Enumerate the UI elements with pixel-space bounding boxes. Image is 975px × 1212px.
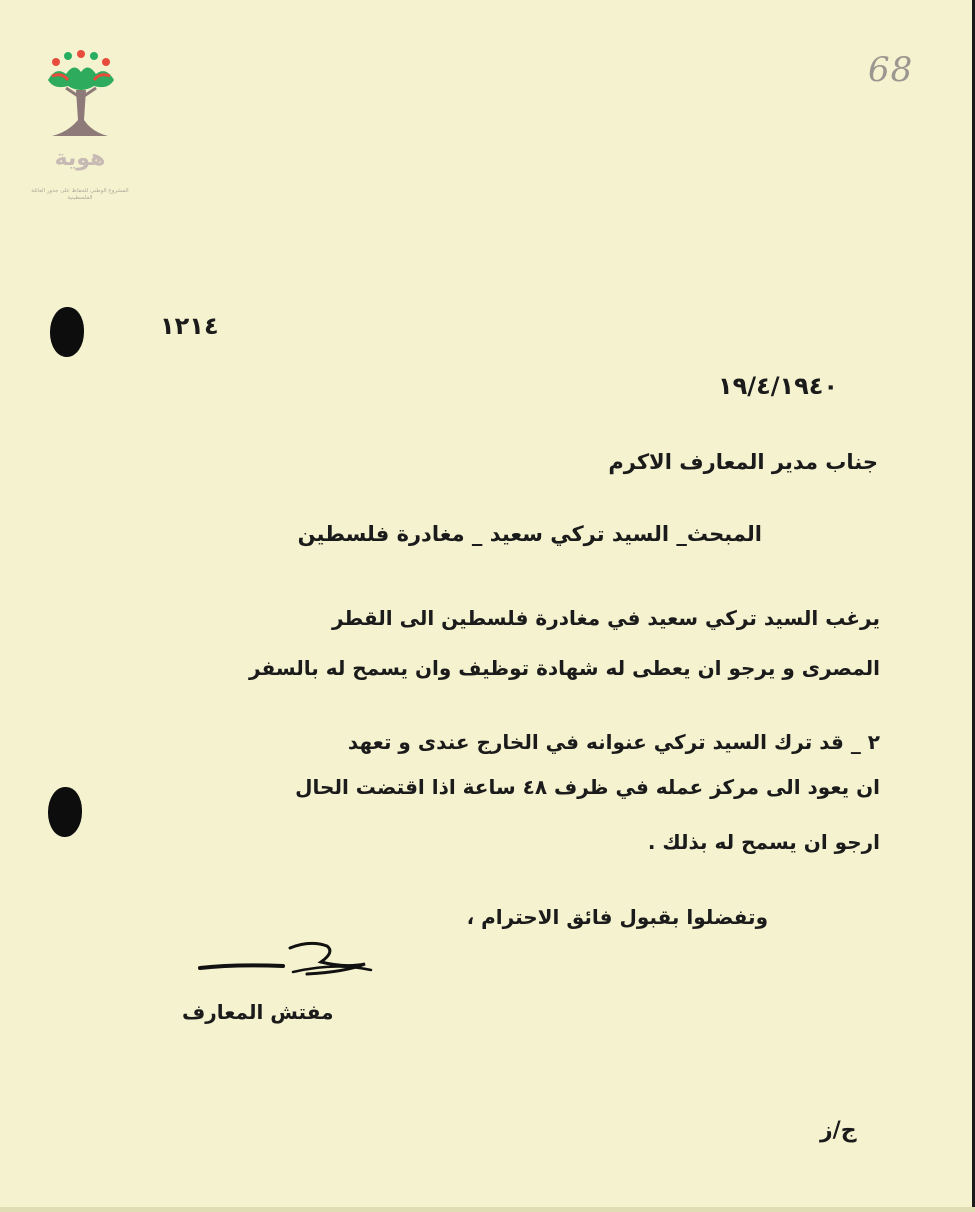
signer-title: مفتش المعارف [182, 1000, 334, 1024]
reference-number: ١٢١٤ [160, 312, 219, 340]
logo-wordmark: هوية [54, 146, 106, 171]
body-line-1: يرغب السيد تركي سعيد في مغادرة فلسطين الى القطر [331, 606, 880, 630]
body-line-5: ارجو ان يسمح له بذلك . [647, 830, 880, 854]
tree-canopy-people [48, 50, 114, 90]
body-line-3: ٢ _ قد ترك السيد تركي عنوانه في الخارج عندى و تعهد [347, 730, 880, 754]
family-tree-logo [38, 50, 123, 210]
tree-trunk [52, 90, 108, 136]
subject-line: المبحث_ السيد تركي سعيد _ مغادرة فلسطين [297, 522, 762, 546]
punch-hole-top [50, 307, 84, 357]
closing-line: وتفضلوا بقبول فائق الاحترام ، [466, 905, 768, 929]
body-line-2: المصرى و يرجو ان يعطى له شهادة توظيف وان يسمح له بالسفر [249, 656, 880, 680]
letter-date: ١٩/٤/١٩٤٠ [718, 372, 839, 400]
handwritten-signature [195, 938, 375, 988]
clerk-initials: ج/ز [820, 1118, 857, 1143]
body-line-4: ان يعود الى مركز عمله في ظرف ٤٨ ساعة اذا اقتضت الحال [295, 775, 880, 799]
scan-edge-bottom [0, 1207, 975, 1212]
addressee-line: جناب مدير المعارف الاكرم [608, 450, 878, 474]
page-number: 68 [868, 50, 914, 90]
punch-hole-bottom [48, 787, 82, 837]
logo-tagline: المشروع الوطني للحفاظ على جذور العائلة الفلسطينية [31, 188, 129, 201]
